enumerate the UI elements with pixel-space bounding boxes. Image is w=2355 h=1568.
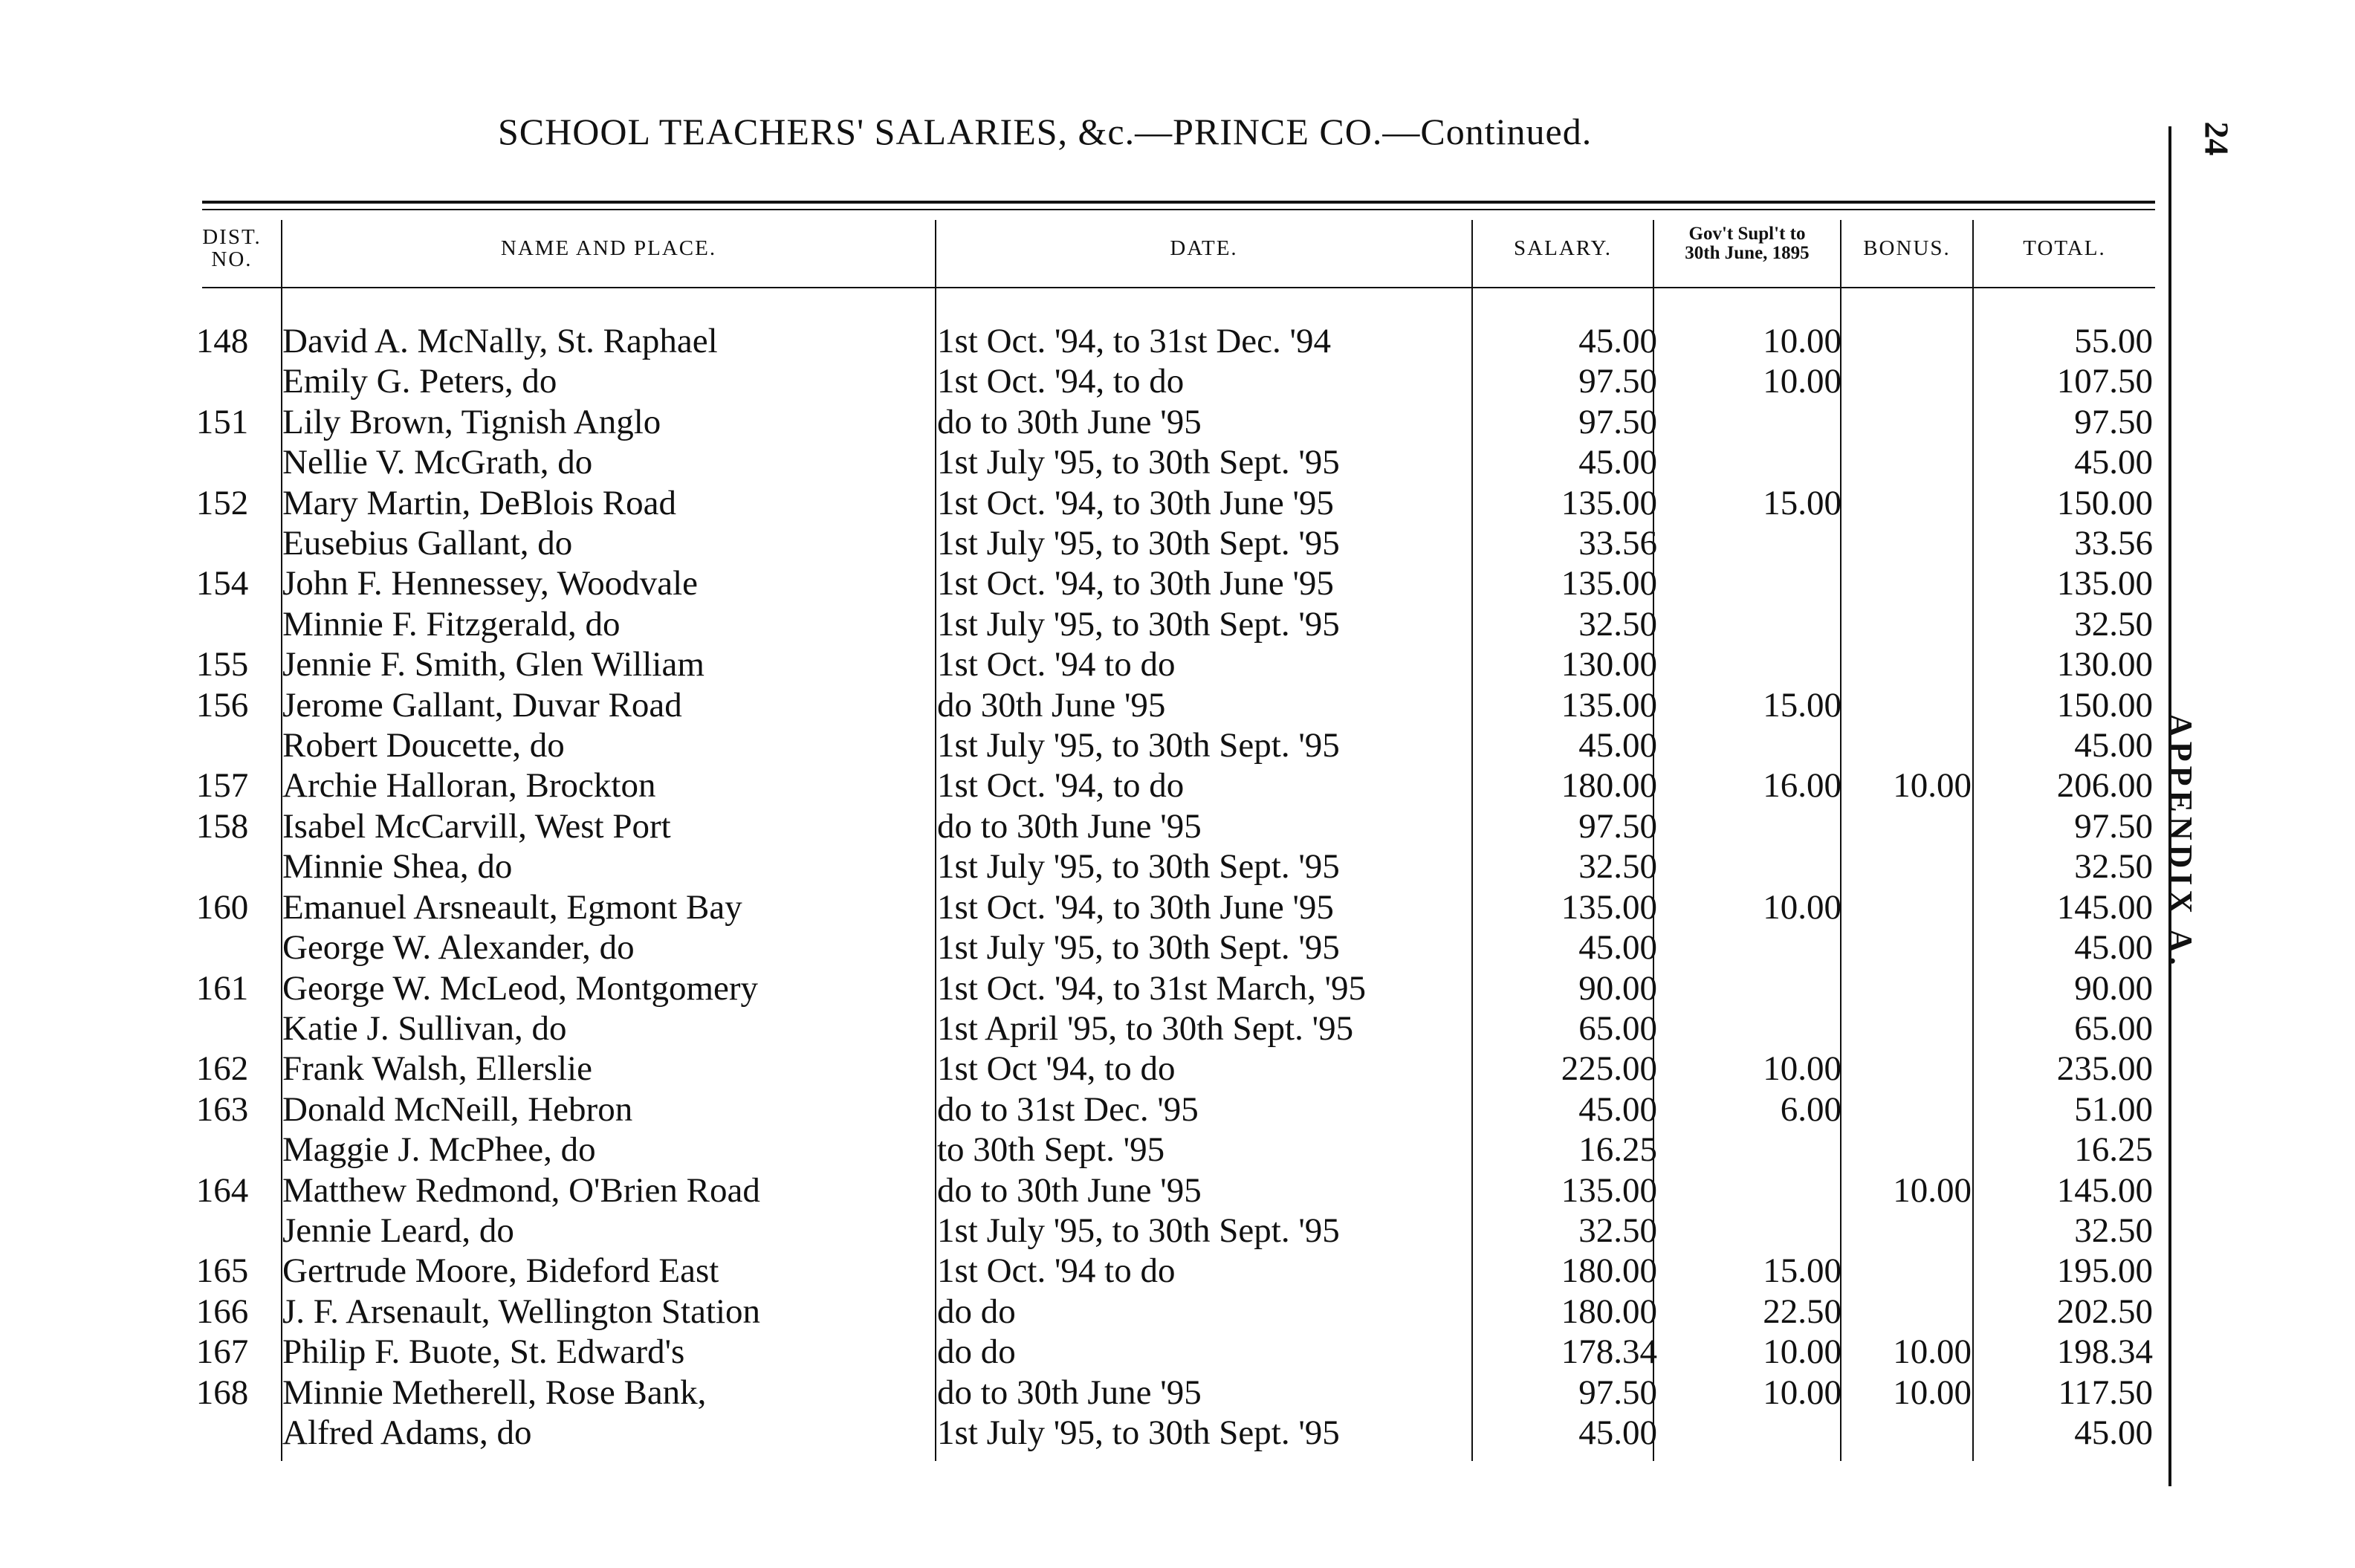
govt-supplement-cell [1657, 402, 1841, 442]
dist-no-cell: 167 [195, 1332, 249, 1372]
name-place-cell: Eusebius Gallant, do [282, 524, 573, 563]
date-cell: 1st Oct. '94 to do [937, 645, 1176, 684]
dist-no-cell [181, 1008, 278, 1049]
date-cell: do do [937, 1292, 1016, 1331]
total-cell: 65.00 [2074, 1008, 2153, 1048]
table-row [181, 927, 2153, 968]
bonus-cell [1841, 402, 1972, 442]
appendix-label: APPENDIX A. [2163, 713, 2199, 970]
total-cell: 145.00 [2056, 887, 2153, 927]
table-row [181, 361, 2153, 401]
total-cell: 45.00 [2074, 1413, 2153, 1452]
bonus-cell [1841, 927, 1972, 968]
salary-cell: 90.00 [1578, 968, 1657, 1008]
header-dist-no: DIST. NO. [202, 225, 262, 271]
total-cell: 206.00 [2056, 766, 2153, 806]
dist-no-cell: 163 [195, 1089, 249, 1129]
table-row [181, 1292, 2153, 1332]
dist-no-cell: 158 [195, 806, 249, 846]
salary-cell: 97.50 [1578, 402, 1657, 441]
name-place-cell: Jennie Leard, do [282, 1211, 514, 1250]
date-cell: to 30th Sept. '95 [937, 1130, 1165, 1170]
salary-cell: 180.00 [1561, 766, 1657, 806]
bonus-cell [1841, 1089, 1972, 1130]
total-cell: 90.00 [2074, 968, 2153, 1008]
total-cell: 150.00 [2056, 483, 2153, 522]
date-cell: do 30th June '95 [937, 685, 1166, 725]
total-cell: 45.00 [2074, 928, 2153, 968]
bonus-cell [1841, 604, 1972, 644]
bonus-cell [1841, 1130, 1972, 1170]
salary-cell: 32.50 [1578, 604, 1657, 644]
govt-supplement-cell [1657, 725, 1841, 765]
table-row [181, 442, 2153, 482]
salary-cell: 32.50 [1578, 847, 1657, 887]
total-cell: 97.50 [2074, 806, 2153, 846]
table-row [181, 806, 2153, 846]
salary-cell: 45.00 [1578, 726, 1657, 765]
govt-supplement-cell [1657, 604, 1841, 644]
dist-no-cell: 157 [195, 766, 249, 806]
dist-no-cell [181, 846, 278, 887]
date-cell: 1st Oct. '94, to do [937, 766, 1185, 806]
name-place-cell: Robert Doucette, do [282, 726, 565, 765]
name-place-cell: Maggie J. McPhee, do [282, 1130, 596, 1170]
table-row [181, 402, 2153, 442]
date-cell: 1st July '95, to 30th Sept. '95 [937, 726, 1340, 765]
dist-no-cell [181, 1413, 278, 1453]
dist-no-cell: 164 [195, 1170, 249, 1210]
header-bonus: BONUS. [1863, 236, 1951, 260]
table-row [181, 1130, 2153, 1170]
date-cell: 1st Oct. '94, to 31st Dec. '94 [937, 322, 1331, 360]
header-salary: SALARY. [1514, 236, 1612, 260]
date-cell: 1st July '95, to 30th Sept. '95 [937, 1413, 1340, 1452]
dist-no-cell: 165 [195, 1251, 249, 1291]
name-place-cell: Emanuel Arsneault, Egmont Bay [282, 887, 742, 927]
govt-supplement-cell [1657, 442, 1841, 482]
name-place-cell: Nellie V. McGrath, do [282, 443, 593, 482]
name-place-cell: Archie Halloran, Brockton [282, 766, 656, 806]
top-double-rule-thin [202, 209, 2155, 210]
govt-supplement-cell: 15.00 [1763, 1251, 1841, 1291]
name-place-cell: Gertrude Moore, Bideford East [282, 1251, 719, 1291]
total-cell: 32.50 [2074, 1211, 2153, 1250]
total-cell: 97.50 [2074, 402, 2153, 441]
bonus-cell [1841, 523, 1972, 563]
salary-cell: 178.34 [1561, 1332, 1657, 1372]
bonus-cell [1841, 563, 1972, 603]
date-cell: 1st July '95, to 30th Sept. '95 [937, 928, 1340, 968]
salary-cell: 65.00 [1578, 1008, 1657, 1048]
date-cell: 1st April '95, to 30th Sept. '95 [937, 1008, 1354, 1048]
salary-cell: 45.00 [1578, 1089, 1657, 1129]
govt-supplement-cell: 10.00 [1763, 322, 1841, 360]
govt-supplement-cell [1657, 563, 1841, 603]
salary-cell: 45.00 [1578, 443, 1657, 482]
header-govt-supplement: Gov't Supl't to 30th June, 1895 [1685, 224, 1810, 263]
date-cell: 1st Oct. '94, to 30th June '95 [937, 564, 1334, 603]
bonus-cell: 10.00 [1893, 1332, 1972, 1372]
salary-cell: 16.25 [1578, 1130, 1657, 1170]
govt-supplement-cell: 10.00 [1763, 1049, 1841, 1089]
date-cell: do to 30th June '95 [937, 402, 1202, 441]
total-cell: 16.25 [2074, 1130, 2153, 1170]
total-cell: 195.00 [2056, 1251, 2153, 1291]
total-cell: 33.56 [2074, 524, 2153, 563]
govt-supplement-cell: 15.00 [1763, 685, 1841, 725]
govt-supplement-cell [1657, 523, 1841, 563]
date-cell: 1st Oct. '94, to 31st March, '95 [937, 968, 1366, 1008]
page-title: SCHOOL TEACHERS' SALARIES, &c.—PRINCE CO.—Continued. [498, 111, 1593, 152]
total-cell: 145.00 [2056, 1170, 2153, 1210]
date-cell: 1st July '95, to 30th Sept. '95 [937, 443, 1340, 482]
table-row [181, 483, 2153, 523]
header-name-place: NAME AND PLACE. [500, 236, 717, 260]
govt-supplement-cell: 10.00 [1763, 887, 1841, 927]
date-cell: do to 31st Dec. '95 [937, 1089, 1199, 1129]
name-place-cell: Matthew Redmond, O'Brien Road [282, 1170, 760, 1210]
total-cell: 135.00 [2056, 564, 2153, 603]
date-cell: 1st Oct '94, to do [937, 1049, 1176, 1089]
bonus-cell [1841, 1251, 1972, 1291]
name-place-cell: Jennie F. Smith, Glen William [282, 645, 704, 684]
name-place-cell: Frank Walsh, Ellerslie [282, 1049, 592, 1089]
govt-supplement-cell [1657, 968, 1841, 1008]
table-row [181, 887, 2153, 927]
govt-supplement-cell [1657, 927, 1841, 968]
govt-supplement-cell: 10.00 [1763, 1332, 1841, 1372]
bonus-cell: 10.00 [1893, 1170, 1972, 1210]
govt-supplement-cell: 15.00 [1763, 483, 1841, 522]
salary-cell: 97.50 [1578, 362, 1657, 401]
govt-supplement-cell: 22.50 [1763, 1292, 1841, 1331]
total-cell: 117.50 [2058, 1373, 2153, 1412]
salary-cell: 45.00 [1578, 322, 1657, 360]
dist-no-cell: 155 [195, 645, 249, 684]
bonus-cell [1841, 361, 1972, 401]
top-double-rule [202, 201, 2155, 204]
bonus-cell: 10.00 [1893, 1373, 1972, 1412]
name-place-cell: Mary Martin, DeBlois Road [282, 483, 676, 522]
govt-supplement-cell [1657, 1008, 1841, 1049]
salary-cell: 135.00 [1561, 1170, 1657, 1210]
salary-cell: 97.50 [1578, 806, 1657, 846]
dist-no-cell [181, 1130, 278, 1170]
dist-no-cell: 151 [195, 402, 249, 441]
header-total: TOTAL. [2023, 236, 2106, 260]
dist-no-cell [181, 1211, 278, 1251]
table-row [181, 523, 2153, 563]
table-row [181, 685, 2153, 725]
bonus-cell [1841, 968, 1972, 1008]
govt-supplement-cell: 10.00 [1763, 362, 1841, 401]
salary-cell: 135.00 [1561, 564, 1657, 603]
table-row [181, 563, 2153, 603]
table-row [181, 846, 2153, 887]
govt-supplement-cell [1657, 644, 1841, 684]
dist-no-cell: 156 [195, 685, 249, 725]
bonus-cell [1841, 442, 1972, 482]
name-place-cell: David A. McNally, St. Raphael [282, 322, 718, 360]
date-cell: do do [937, 1332, 1016, 1372]
dist-no-cell: 166 [195, 1292, 249, 1331]
table-row [181, 604, 2153, 644]
date-cell: do to 30th June '95 [937, 1170, 1202, 1210]
total-cell: 130.00 [2056, 645, 2153, 684]
name-place-cell: Minnie F. Fitzgerald, do [282, 604, 621, 644]
name-place-cell: John F. Hennessey, Woodvale [282, 564, 698, 603]
header-bottom-rule [202, 287, 2155, 288]
total-cell: 55.00 [2074, 322, 2153, 360]
page-number: 24 [2197, 121, 2236, 156]
salary-cell: 97.50 [1578, 1373, 1657, 1412]
govt-supplement-cell [1657, 1211, 1841, 1251]
dist-no-cell: 162 [195, 1049, 249, 1089]
govt-supplement-cell [1657, 806, 1841, 846]
name-place-cell: Donald McNeill, Hebron [282, 1089, 633, 1129]
bonus-cell [1841, 1008, 1972, 1049]
table-row [181, 725, 2153, 765]
header-date: DATE. [1170, 236, 1238, 260]
bonus-cell [1841, 685, 1972, 725]
govt-supplement-cell: 6.00 [1780, 1089, 1841, 1129]
govt-supplement-cell [1657, 1130, 1841, 1170]
table-row [181, 1251, 2153, 1291]
bonus-cell [1841, 321, 1972, 361]
salary-cell: 45.00 [1578, 928, 1657, 968]
date-cell: do to 30th June '95 [937, 1373, 1202, 1412]
salary-cell: 135.00 [1561, 685, 1657, 725]
bonus-cell [1841, 846, 1972, 887]
date-cell: do to 30th June '95 [937, 806, 1202, 846]
name-place-cell: J. F. Arsenault, Wellington Station [282, 1292, 761, 1331]
total-cell: 202.50 [2056, 1292, 2153, 1331]
bonus-cell [1841, 483, 1972, 523]
table-row [181, 968, 2153, 1008]
salary-cell: 180.00 [1561, 1251, 1657, 1291]
table-row [181, 1008, 2153, 1049]
total-cell: 150.00 [2056, 685, 2153, 725]
name-place-cell: George W. Alexander, do [282, 928, 635, 968]
salary-cell: 135.00 [1561, 483, 1657, 522]
bonus-cell [1841, 887, 1972, 927]
dist-no-cell: 148 [195, 322, 249, 360]
total-cell: 32.50 [2074, 604, 2153, 644]
name-place-cell: Alfred Adams, do [282, 1413, 532, 1452]
dist-no-cell: 154 [195, 564, 249, 603]
total-cell: 51.00 [2074, 1089, 2153, 1129]
bonus-cell [1841, 1211, 1972, 1251]
name-place-cell: Katie J. Sullivan, do [282, 1008, 567, 1048]
table-row [181, 1332, 2153, 1372]
salary-cell: 225.00 [1561, 1049, 1657, 1089]
dist-no-cell [181, 523, 278, 563]
bonus-cell [1841, 1292, 1972, 1332]
name-place-cell: Jerome Gallant, Duvar Road [282, 685, 682, 725]
govt-supplement-cell [1657, 1413, 1841, 1453]
dist-no-cell [181, 442, 278, 482]
bonus-cell [1841, 1413, 1972, 1453]
date-cell: 1st Oct. '94, to 30th June '95 [937, 483, 1334, 522]
dist-no-cell [181, 604, 278, 644]
bonus-cell [1841, 1049, 1972, 1089]
table-row [181, 321, 2153, 361]
name-place-cell: Lily Brown, Tignish Anglo [282, 402, 661, 441]
salary-cell: 135.00 [1561, 887, 1657, 927]
total-cell: 45.00 [2074, 443, 2153, 482]
bonus-cell [1841, 725, 1972, 765]
bonus-cell: 10.00 [1893, 766, 1972, 806]
name-place-cell: Minnie Metherell, Rose Bank, [282, 1373, 707, 1412]
table-row [181, 1413, 2153, 1453]
date-cell: 1st July '95, to 30th Sept. '95 [937, 604, 1340, 644]
name-place-cell: Emily G. Peters, do [282, 362, 557, 401]
total-cell: 107.50 [2056, 362, 2153, 401]
dist-no-cell: 161 [195, 968, 249, 1008]
dist-no-cell [181, 361, 278, 401]
salaries-table [181, 321, 2153, 1453]
date-cell: 1st July '95, to 30th Sept. '95 [937, 1211, 1340, 1250]
govt-supplement-cell [1657, 1170, 1841, 1211]
salary-cell: 33.56 [1578, 524, 1657, 563]
table-row [181, 1373, 2153, 1413]
dist-no-cell: 160 [195, 887, 249, 927]
total-cell: 235.00 [2056, 1049, 2153, 1089]
govt-supplement-cell [1657, 846, 1841, 887]
date-cell: 1st Oct. '94, to 30th June '95 [937, 887, 1334, 927]
date-cell: 1st Oct. '94, to do [937, 362, 1185, 401]
total-cell: 45.00 [2074, 726, 2153, 765]
name-place-cell: George W. McLeod, Montgomery [282, 968, 759, 1008]
name-place-cell: Isabel McCarvill, West Port [282, 806, 671, 846]
salary-cell: 180.00 [1561, 1292, 1657, 1331]
salary-cell: 45.00 [1578, 1413, 1657, 1452]
dist-no-cell: 152 [195, 483, 249, 522]
bonus-cell [1841, 644, 1972, 684]
govt-supplement-cell: 10.00 [1763, 1373, 1841, 1412]
bonus-cell [1841, 806, 1972, 846]
govt-supplement-cell: 16.00 [1763, 766, 1841, 806]
dist-no-cell [181, 927, 278, 968]
dist-no-cell [181, 725, 278, 765]
salary-cell: 32.50 [1578, 1211, 1657, 1250]
table-row [181, 1170, 2153, 1211]
total-cell: 32.50 [2074, 847, 2153, 887]
table-row [181, 1089, 2153, 1130]
table-row [181, 1211, 2153, 1251]
date-cell: 1st Oct. '94 to do [937, 1251, 1176, 1291]
name-place-cell: Minnie Shea, do [282, 847, 513, 887]
name-place-cell: Philip F. Buote, St. Edward's [282, 1332, 685, 1372]
date-cell: 1st July '95, to 30th Sept. '95 [937, 847, 1340, 887]
table-row [181, 765, 2153, 806]
table-row [181, 1049, 2153, 1089]
salary-cell: 130.00 [1561, 645, 1657, 684]
table-row [181, 644, 2153, 684]
date-cell: 1st July '95, to 30th Sept. '95 [937, 524, 1340, 563]
dist-no-cell: 168 [195, 1373, 249, 1412]
total-cell: 198.34 [2056, 1332, 2153, 1372]
